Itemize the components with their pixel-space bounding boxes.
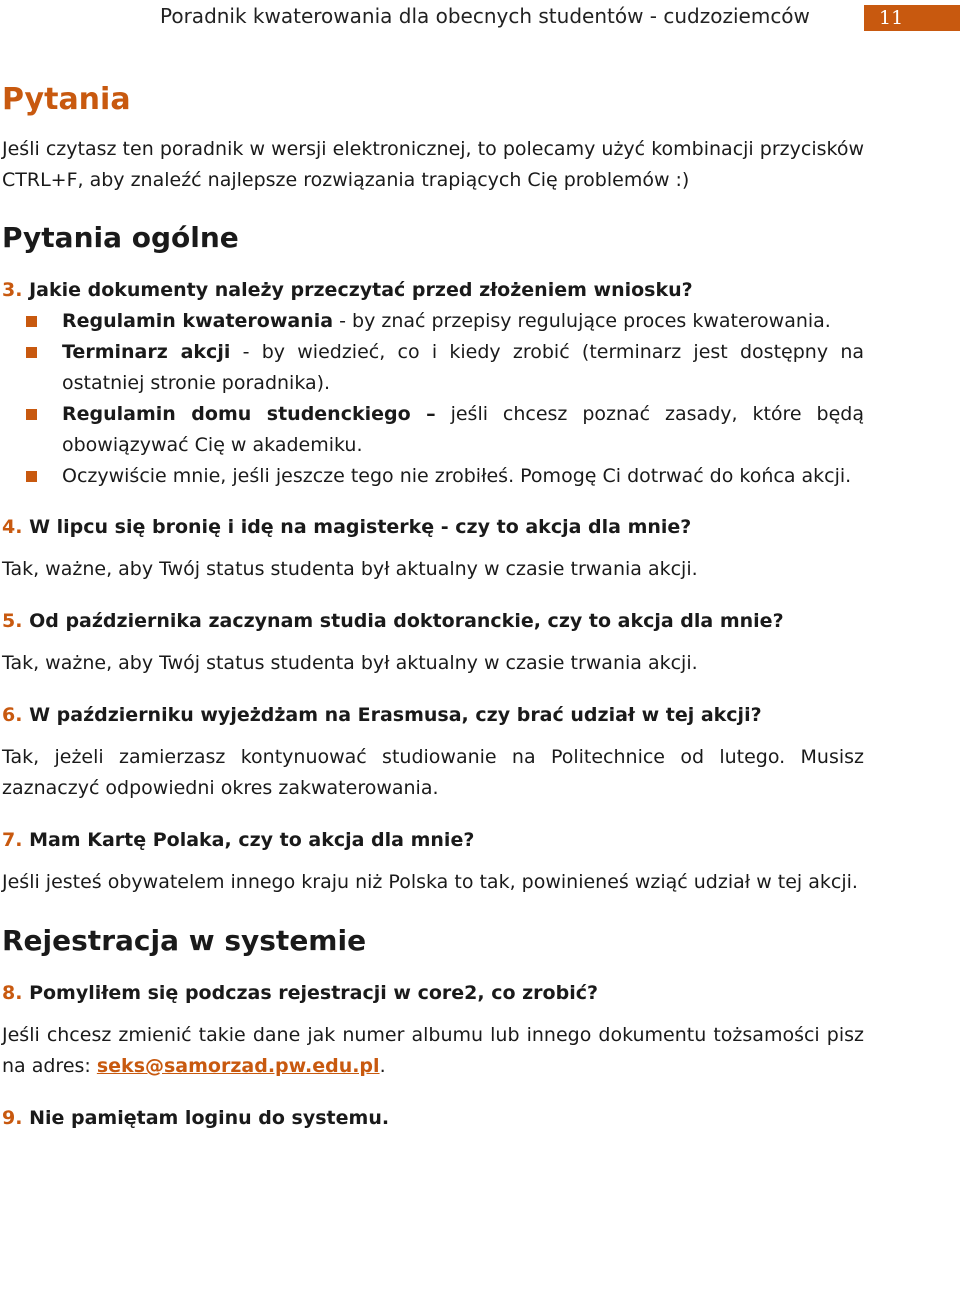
intro-paragraph: Jeśli czytasz ten poradnik w wersji elektronicznej, to polecamy użyć kombinacji przycisków CTRL+F, aby znaleźć najlepsze rozwiązania trapiących Cię problemów :) [2, 138, 864, 191]
question-number: 9. [2, 1107, 23, 1129]
running-header-title: Poradnik kwaterowania dla obecnych studentów - cudzoziemców [160, 4, 810, 28]
question-5 [2, 606, 864, 637]
bullet-text: - by znać przepisy regulujące proces kwaterowania. [333, 310, 831, 332]
answer-suffix: . [379, 1055, 386, 1077]
list-item [2, 461, 864, 492]
answer-6: Tak, jeżeli zamierzasz kontynuować studiowanie na Politechnice od lutego. Musisz zaznaczyć odpowiedni okres zakwaterowania. [2, 746, 864, 799]
question-number: 4. [2, 516, 23, 538]
page-number-badge: 11 [864, 5, 960, 31]
answer-5: Tak, ważne, aby Twój status studenta był aktualny w czasie trwania akcji. [2, 652, 698, 674]
question-number: 6. [2, 704, 23, 726]
list-item [2, 306, 864, 337]
question-text: Od października zaczynam studia doktoranckie, czy to akcja dla mnie? [29, 610, 784, 632]
document-body [2, 80, 864, 1134]
bullet-square-icon [26, 347, 37, 358]
bullet-square-icon [26, 409, 37, 420]
subsection-heading-registration: Rejestracja w systemie [2, 924, 367, 957]
list-item [2, 399, 864, 461]
question-3 [2, 275, 864, 306]
bullet-text: jeśli chcesz poznać zasady, które będą obowiązywać Cię w akademiku. [62, 403, 864, 456]
answer-4: Tak, ważne, aby Twój status studenta był aktualny w czasie trwania akcji. [2, 558, 698, 580]
question-number: 3. [2, 279, 23, 301]
question-number: 5. [2, 610, 23, 632]
question-7 [2, 825, 864, 856]
subsection-heading-general: Pytania ogólne [2, 221, 239, 254]
bullet-square-icon [26, 471, 37, 482]
question-8 [2, 978, 864, 1009]
question-text: Mam Kartę Polaka, czy to akcja dla mnie? [29, 829, 475, 851]
list-item [2, 337, 864, 399]
question-number: 8. [2, 982, 23, 1004]
question-text: Jakie dokumenty należy przeczytać przed złożeniem wniosku? [29, 279, 693, 301]
bullet-text: Oczywiście mnie, jeśli jeszcze tego nie zrobiłeś. Pomogę Ci dotrwać do końca akcji. [62, 465, 852, 487]
question-text: Nie pamiętam loginu do systemu. [29, 1107, 390, 1129]
bullet-square-icon [26, 316, 37, 327]
question-text: W lipcu się bronię i idę na magisterkę - czy to akcja dla mnie? [29, 516, 692, 538]
bullet-text: - by wiedzieć, co i kiedy zrobić (terminarz jest dostępny na ostatniej stronie poradnika). [62, 341, 865, 394]
bullet-bold-text: Regulamin domu studenckiego – [62, 403, 436, 425]
email-link[interactable]: seks@samorzad.pw.edu.pl [96, 1055, 380, 1077]
question-number: 7. [2, 829, 23, 851]
question-9 [2, 1103, 864, 1134]
bullet-bold-text: Regulamin kwaterowania [62, 310, 334, 332]
bullet-bold-text: Terminarz akcji [62, 341, 231, 363]
answer-8 [2, 1020, 864, 1082]
answer-text: Jeśli chcesz zmienić takie dane jak numer albumu lub innego dokumentu tożsamości pisz na adres: [2, 1024, 864, 1077]
question-6 [2, 700, 864, 731]
question-4 [2, 512, 864, 543]
question-text: W październiku wyjeżdżam na Erasmusa, czy brać udział w tej akcji? [29, 704, 762, 726]
bullet-list [2, 306, 864, 492]
section-heading-pytania: Pytania [2, 82, 131, 117]
question-text: Pomyliłem się podczas rejestracji w core2, co zrobić? [29, 982, 599, 1004]
answer-7: Jeśli jesteś obywatelem innego kraju niż Polska to tak, powinieneś wziąć udział w tej akcji. [2, 871, 858, 893]
